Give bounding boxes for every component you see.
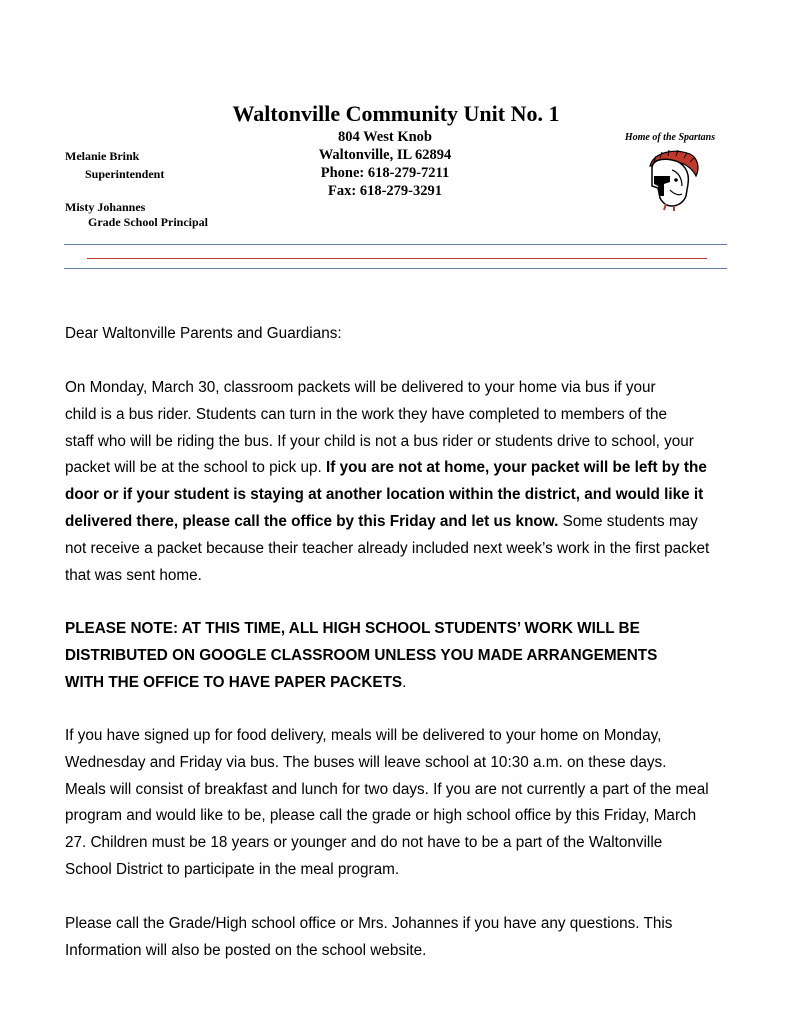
superintendent-name: Melanie Brink [65,149,140,163]
salutation: Dear Waltonville Parents and Guardians: [65,325,342,342]
fax-number: Fax: 618-279-3291 [328,183,442,199]
paragraph-packets: On Monday, March 30, classroom packets will be delivered to your home via bus if your child is a bus rider. Students can turn in the work they have completed to members of the staff who will be riding the bus. If your child is not a bus rider or students drive to school, your packet will be at the school to pick up. If you are not at home, your packet will be left by the door or if your student is staying at another location within the district, and would like it delivered there, please call the office by this Friday and let us know. Some students may not receive a packet because their teacher already included next week’s work in the first packet that was sent home. [65,379,710,584]
phone-number: Phone: 618-279-7211 [320,165,450,181]
school-address [285,128,485,200]
school-name: Waltonville Community Unit No. 1 [232,101,560,126]
address-city: Waltonville, IL 62894 [318,147,452,163]
letterhead-rule-top [64,244,727,245]
spartan-helmet-icon [640,146,702,212]
address-street: 804 West Knob [337,129,432,145]
paragraph-contact: Please call the Grade/High school office or Mrs. Johannes if you have any questions. This Information will also be posted on the school website. [65,915,673,959]
letterhead-rule-bottom [64,268,727,269]
principal-title: Grade School Principal [88,215,208,229]
paragraph-food-delivery: If you have signed up for food delivery, meals will be delivered to your home on Monday, Wednesday and Friday via bus. The buses will leave school at 10:30 a.m. on these days. Meals will consist of breakfast and lunch for two days. If you are not currently a part of the meal program and would like to be, please call the grade or high school office by this Friday, March 27. Children must be 18 years or younger and do not have to be a part of the Waltonville School District to participate in the meal program. [65,727,709,878]
principal-name: Misty Johannes [65,200,146,214]
letterhead-rule-middle [87,258,707,259]
paragraph-high-school-note: PLEASE NOTE: AT THIS TIME, ALL HIGH SCHOOL STUDENTS’ WORK WILL BE DISTRIBUTED ON GOOGLE CLASSROOM UNLESS YOU MADE ARRANGEMENTS WITH THE OFFICE TO HAVE PAPER PACKETS. [65,620,658,691]
school-motto: Home of the Spartans [624,132,716,143]
superintendent-title: Superintendent [85,167,165,181]
